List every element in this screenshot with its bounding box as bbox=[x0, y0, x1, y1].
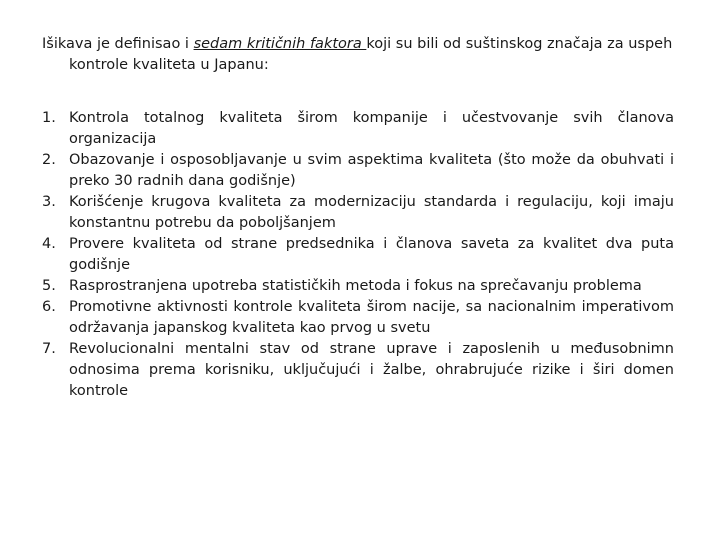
factor-number: 4. bbox=[42, 236, 56, 252]
factor-text: Obazovanje i osposobljavanje u svim aspektima kvaliteta (što može da obuhvati i preko 30 radnih dana godišnje) bbox=[69, 152, 674, 189]
factor-item bbox=[42, 276, 674, 297]
factor-text: Kontrola totalnog kvaliteta širom kompanije i učestvovanje svih članova organizacija bbox=[69, 110, 674, 147]
factor-number: 1. bbox=[42, 110, 56, 126]
factor-item bbox=[42, 297, 674, 339]
factor-list bbox=[42, 108, 674, 402]
factor-number: 6. bbox=[42, 299, 56, 315]
intro-emphasis: sedam kritičnih faktora bbox=[193, 36, 367, 52]
factor-item bbox=[42, 150, 674, 192]
factor-text: Promotivne aktivnosti kontrole kvaliteta širom nacije, sa nacionalnim imperativom održavanja japanskog kvaliteta kao prvog u svetu bbox=[69, 299, 674, 336]
factor-number: 5. bbox=[42, 278, 56, 294]
factor-item bbox=[42, 108, 674, 150]
factor-text: Rasprostranjena upotreba statističkih metoda i fokus na sprečavanju problema bbox=[69, 278, 642, 294]
factor-text: Korišćenje krugova kvaliteta za modernizaciju standarda i regulaciju, koji imaju konstantnu potrebu da poboljšanjem bbox=[69, 194, 674, 231]
factor-item bbox=[42, 234, 674, 276]
factor-item bbox=[42, 339, 674, 402]
factor-number: 7. bbox=[42, 341, 56, 357]
factor-item bbox=[42, 192, 674, 234]
intro-text-before: Išikava je definisao i bbox=[42, 36, 194, 52]
intro-text-after: koji su bili od suštinskog značaja za uspeh kontrole kvaliteta u Japanu: bbox=[69, 36, 673, 73]
intro-paragraph bbox=[42, 34, 701, 76]
factor-number: 2. bbox=[42, 152, 56, 168]
factor-text: Provere kvaliteta od strane predsednika i članova saveta za kvalitet dva puta godišnje bbox=[69, 236, 674, 273]
factor-number: 3. bbox=[42, 194, 56, 210]
factor-text: Revolucionalni mentalni stav od strane uprave i zaposlenih u međusobnimn odnosima prema korisniku, uključujući i žalbe, ohrabrujuće rizike i širi domen kontrole bbox=[69, 341, 674, 399]
